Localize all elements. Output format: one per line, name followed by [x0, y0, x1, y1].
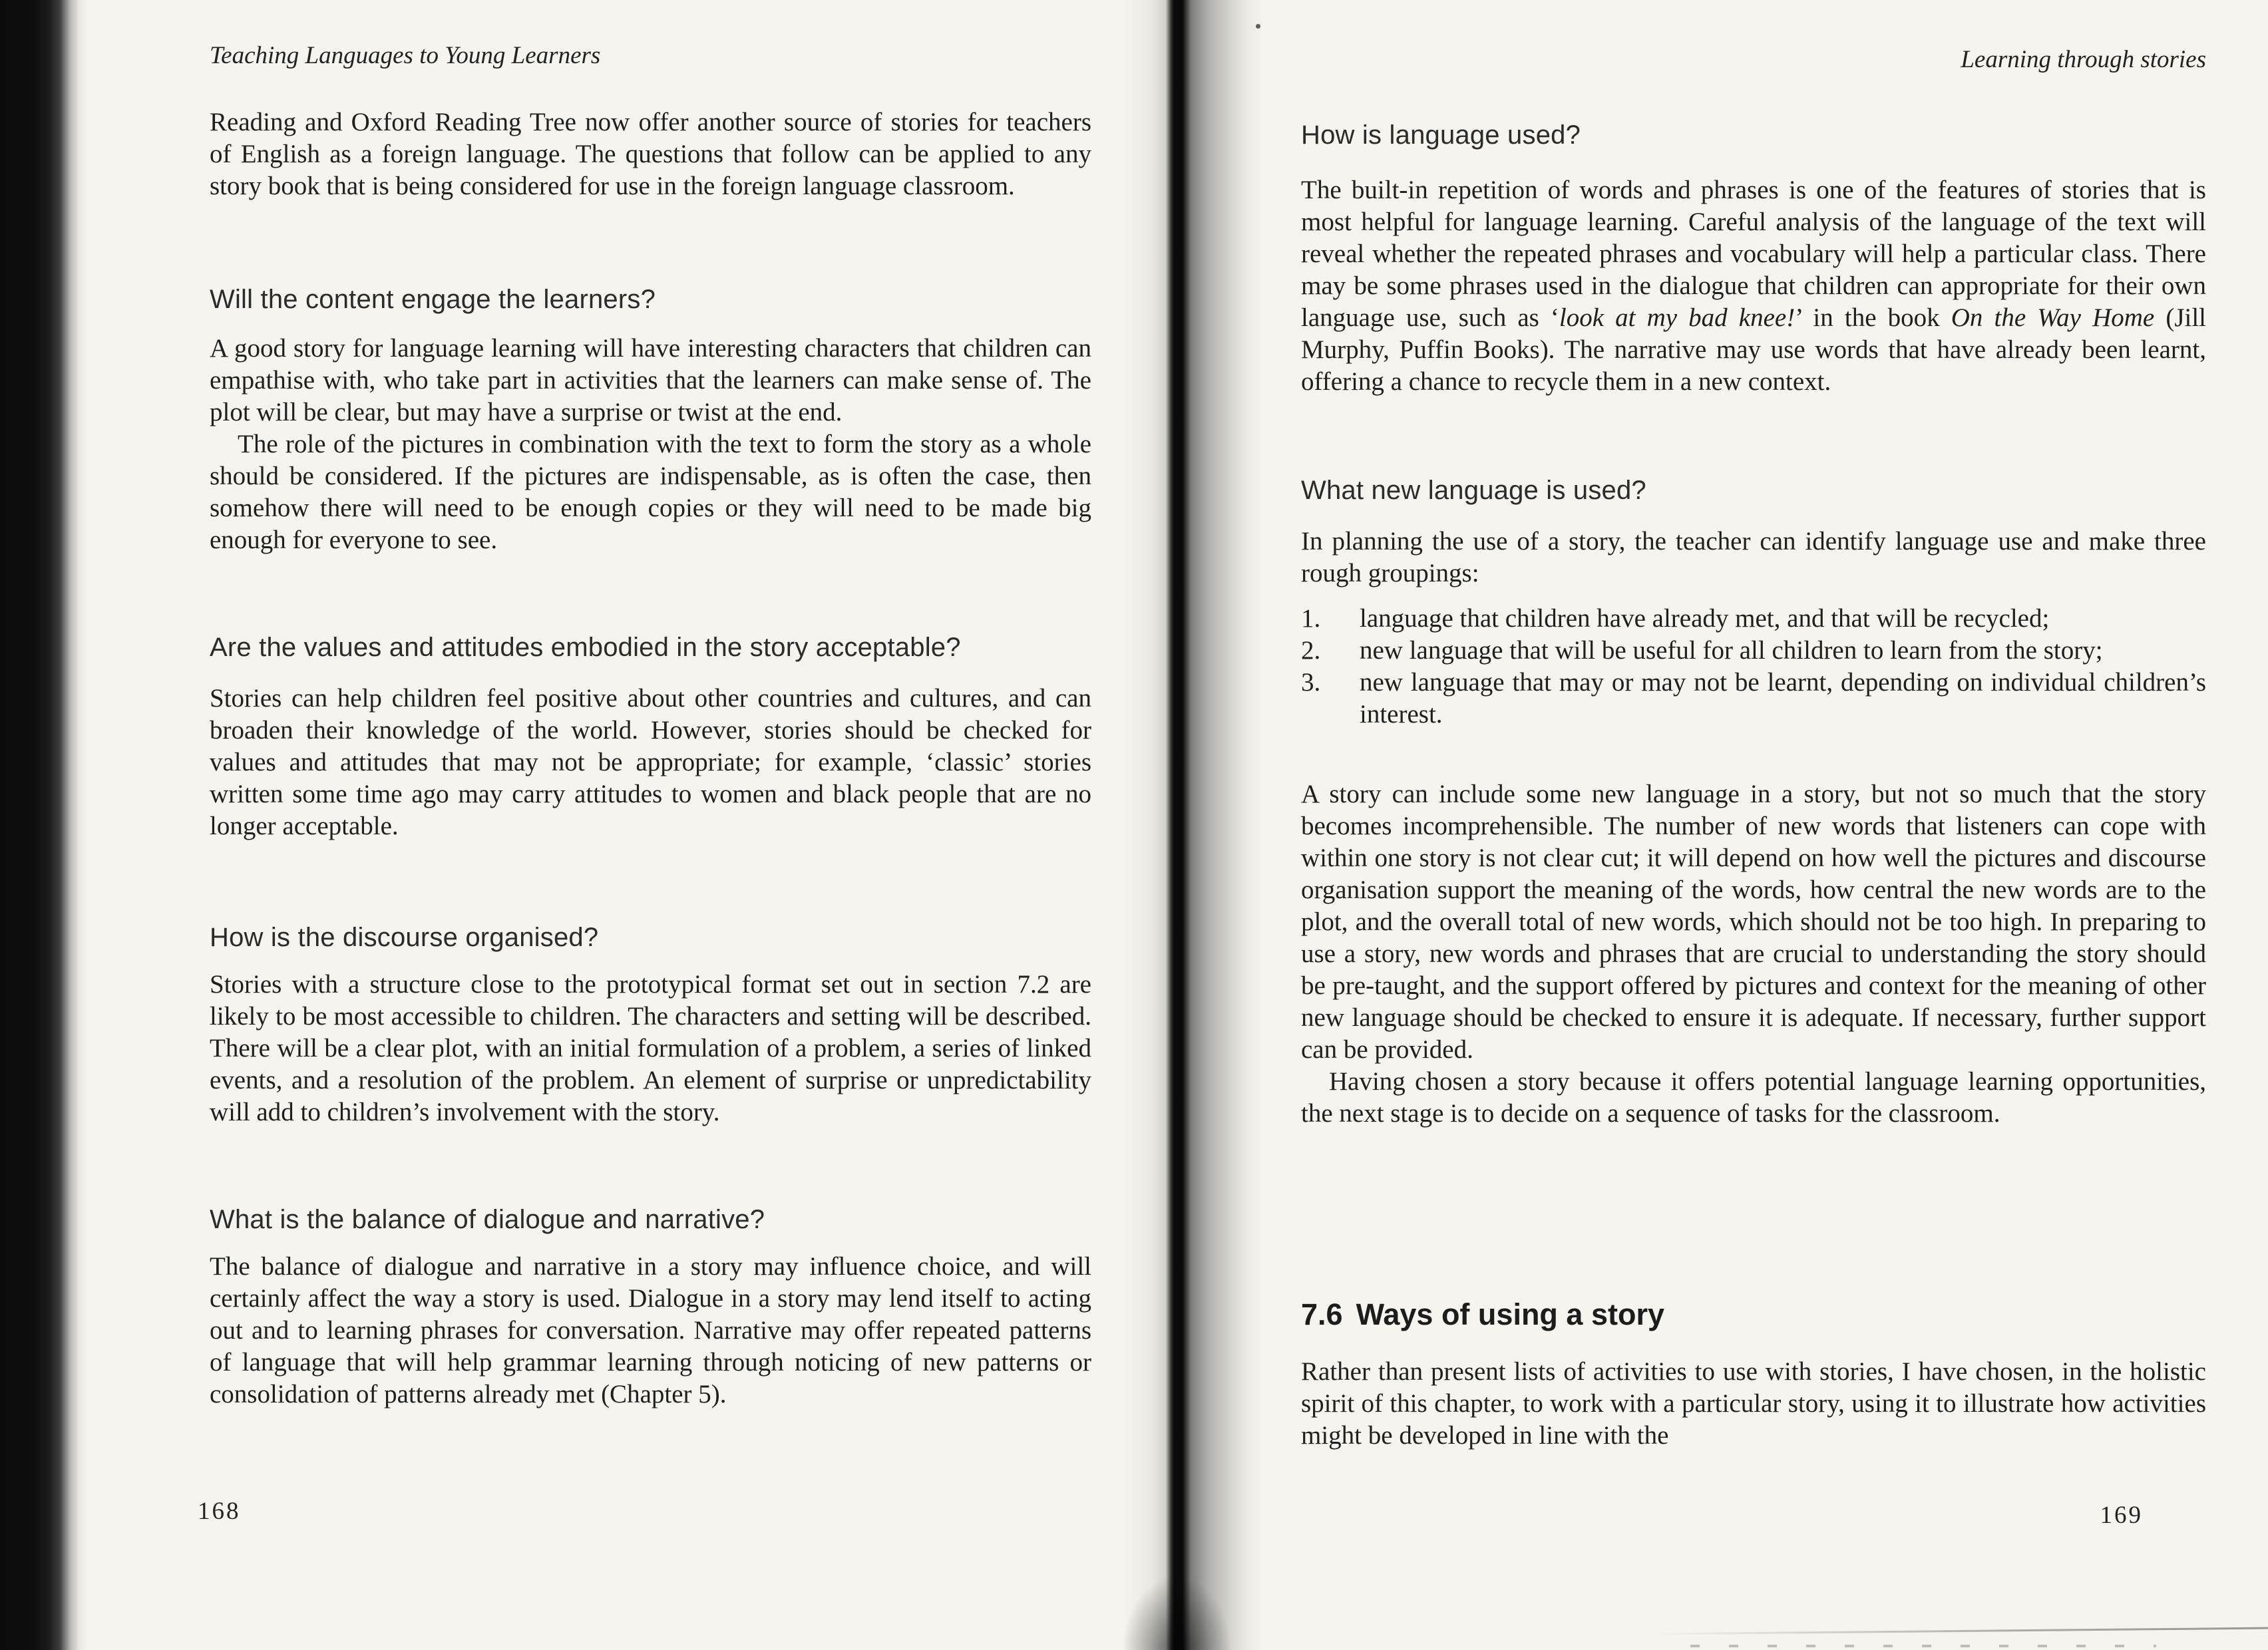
numbered-list: [1301, 603, 2206, 731]
scan-speck: [1256, 24, 1260, 29]
paragraph-intro: Reading and Oxford Reading Tree now offer another source of stories for teachers of English as a foreign language. The questions that follow can be applied to any story book that is being considered for use in the foreign language classroom.: [210, 108, 1091, 200]
paragraph: The role of the pictures in combination with the text to form the story as a whole should be considered. If the pictures are indispensable, as is often the case, then somehow there will need to be enough copies or they will need to be made big enough for everyone to see.: [210, 430, 1091, 554]
section-number: 7.6: [1301, 1297, 1343, 1331]
book-binding-gutter-shadow: [1123, 0, 1264, 1650]
list-item-text: new language that will be useful for all children to learn from the story;: [1360, 636, 2103, 665]
italic-quote-run: look at my bad knee!: [1559, 303, 1796, 332]
section-heading-new-language: What new language is used?: [1301, 476, 1646, 505]
paragraph: A good story for language learning will have interesting characters that children can empathise with, who take part in activities that the learners can make sense of. The plot will be clear, but may have a surprise or twist at the end.: [210, 334, 1091, 426]
paragraph: A story can include some new language in a story, but not so much that the story becomes incomprehensible. The number of new words that listeners can cope with within one story is not clear cut; it will depend on how well the pictures and discourse organisation support the meaning of the words, how central the new words are to the plot, and the overall total of new words, which should not be too high. In preparing to use a story, new words and phrases that are crucial to understanding the story should be pre-taught, and the support offered by pictures and context for the meaning of other new language should be checked to ensure it is adequate. If necessary, further support can be provided.: [1301, 780, 2206, 1064]
page-number-left: 168: [198, 1498, 241, 1525]
scan-left-edge-shadow: [0, 0, 88, 1650]
running-head-left: Teaching Languages to Young Learners: [210, 42, 601, 69]
running-head-right: Learning through stories: [1961, 46, 2206, 73]
list-item-number: 1.: [1301, 604, 1321, 633]
text-run: ’ in the book: [1795, 303, 1951, 332]
list-item: [1301, 667, 2206, 731]
right-page: [1301, 0, 2206, 1650]
section-heading-language-used: How is language used?: [1301, 120, 1581, 150]
paragraph: Stories can help children feel positive about other countries and cultures, and can broaden their knowledge of the world. However, stories should be checked for values and attitudes that may not be appropriate; for example, ‘classic’ stories written some time ago may carry attitudes to women and black people that are no longer acceptable.: [210, 684, 1091, 840]
list-item-text: language that children have already met, and that will be recycled;: [1360, 604, 2050, 633]
italic-book-title-run: On the Way Home: [1951, 303, 2155, 332]
left-page: [198, 0, 1091, 1650]
section-heading-dialogue-narrative: What is the balance of dialogue and narrative?: [210, 1205, 765, 1234]
section-heading-ways-of-using-story: [1301, 1297, 2206, 1332]
list-item: [1301, 635, 2206, 667]
paragraph: In planning the use of a story, the teacher can identify language use and make three rough groupings:: [1301, 527, 2206, 587]
list-item-number: 3.: [1301, 668, 1321, 697]
section-title: Ways of using a story: [1356, 1297, 1664, 1331]
list-item-text: new language that may or may not be learnt, depending on individual children’s interest.: [1360, 668, 2206, 729]
section-body-content-engage: [210, 333, 1091, 556]
paragraph: Rather than present lists of activities to use with stories, I have chosen, in the holistic spirit of this chapter, to work with a particular story, using it to illustrate how activities might be developed in line with the: [1301, 1357, 2206, 1450]
section-body-new-language: [1301, 778, 2206, 1130]
section-heading-content-engage: Will the content engage the learners?: [210, 285, 656, 314]
paragraph: [1301, 174, 2206, 398]
section-heading-values-attitudes: Are the values and attitudes embodied in the story acceptable?: [210, 633, 961, 662]
page-number-right: 169: [2100, 1502, 2143, 1529]
list-item: [1301, 603, 2206, 635]
paragraph: Having chosen a story because it offers potential language learning opportunities, the next stage is to decide on a sequence of tasks for the classroom.: [1301, 1067, 2206, 1128]
text-run: (Jill Murphy, Puffin Books). The narrative may use words that have already been learnt, offering a chance to recycle them in a new context.: [1301, 303, 2207, 396]
text-run: The built-in repetition of words and phrases is one of the features of stories that is most helpful for language learning. Careful analysis of the language of the text will reveal whether the repeated phrases and vocabulary will help a particular class. There may be some phrases used in the dialogue that children can appropriate for their own language use, such as ‘: [1301, 176, 2206, 332]
paragraph: The balance of dialogue and narrative in a story may influence choice, and will certainly affect the way a story is used. Dialogue in a story may lend itself to acting out and to learning phrases for conversation. Narrative may offer repeated patterns of language that will help grammar learning through noticing of new patterns or consolidation of patterns already met (Chapter 5).: [210, 1252, 1091, 1408]
paragraph: Stories with a structure close to the prototypical format set out in section 7.2 are likely to be most accessible to children. The characters and setting will be described. There will be a clear plot, with an initial formulation of a problem, a series of linked events, and a resolution of the problem. An element of surprise or unpredictability will add to children’s involvement with the story.: [210, 970, 1091, 1126]
list-item-number: 2.: [1301, 636, 1321, 665]
section-heading-discourse: How is the discourse organised?: [210, 923, 599, 952]
